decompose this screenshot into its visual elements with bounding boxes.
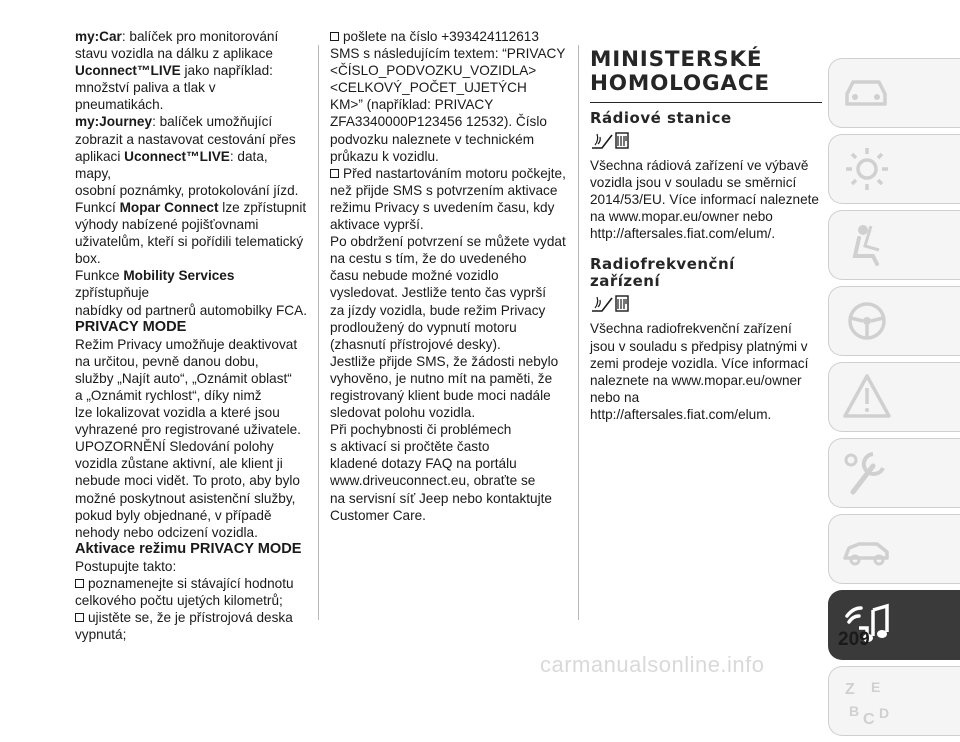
steering-wheel-icon [837, 292, 897, 350]
sun-icon [837, 140, 897, 198]
title-underline [590, 102, 822, 103]
tab-starting[interactable] [828, 286, 960, 356]
radio-equipment-icon [590, 129, 822, 153]
term-mycar: my:Car [75, 29, 122, 44]
car-icon [837, 64, 897, 122]
svg-text:Z: Z [845, 681, 855, 698]
tab-car[interactable] [828, 58, 960, 128]
svg-text:E: E [871, 679, 881, 695]
watermark: carmanualsonline.info [540, 652, 765, 677]
tab-safety[interactable] [828, 210, 960, 280]
heading-privacy-mode: PRIVACY MODE [75, 318, 187, 335]
text-column-3: MINISTERSKÉ HOMOLOGACE Rádiové stanice Všechna rádiová zařízení ve výbavě vozidla jsou v souladu se směrnicí 2014/53/EU. Více informací naleznete na www.mopar.eu/owner nebo http://aftersales.fiat.com/elum/. Radiofrekvenční zařízení Všechna radiofrekvenční zařízení jsou v souladu s předpisy platnými v zemi prodeje vozidla. Více informací naleznete na www.mopar.eu/owner nebo na http://aftersales.fiat.com/elum. [590, 28, 822, 423]
svg-text:D: D [879, 705, 890, 721]
text-column-1: my:Car: balíček pro monitorování stavu vozidla na dálku z aplikace Uconnect™LIVE jako například: množství paliva a tlak v pneumatikách. my:Journey: balíček umožňující zobrazit a nastavovat cestování přes aplikaci Uconnect™LIVE: data, mapy, osobní poznámky, protokolování jízd. Funkcí Mopar Connect lze zpřístupnit výhody nabízené pojišťovnami uživatelům, kteří si pořídili telematický box. Funkce Mobility Services zpřístupňuje nabídky od partnerů automobilky FCA. PRIVACY MODE Režim Privacy umožňuje deaktivovat na určitou, pevně danou dobu, služby „Najít auto“, „Oznámit oblast“ a „Oznámit rychlost“, díky nimž lze lokalizovat vozidla a které jsou vyhrazené pro registrované uživatele. UPOZORNĚNÍ Sledování polohy vozidla zůstane aktivní, ale klient ji nebude moci vidět. To proto, aby bylo možné poskytnout asistenční služby, pokud byly objednané, v případě nehody nebo odcizení vozidla. Aktivace režimu PRIVACY MODE Postupujte takto: poznamenejte si stávající hodnotu celkového počtu ujetých kilometrů; ujistěte se, že je přístrojová deska vypnutá; [75, 29, 307, 643]
term-mopar-connect: Mopar Connect [119, 199, 219, 215]
bullet-square-icon [75, 613, 84, 622]
radio-equipment-icon [590, 292, 822, 316]
tab-emergency[interactable] [828, 362, 960, 432]
tab-specs[interactable] [828, 514, 960, 584]
bullet-square-icon [330, 169, 339, 178]
section-title: MINISTERSKÉ HOMOLOGACE [590, 47, 770, 96]
tab-maintenance[interactable] [828, 438, 960, 508]
term-myjourney: my:Journey [75, 114, 153, 130]
tab-lights[interactable] [828, 134, 960, 204]
column-divider-1 [318, 45, 319, 620]
column-divider-2 [578, 45, 579, 620]
heading-privacy-activation: Aktivace režimu PRIVACY MODE [75, 540, 302, 557]
warning-triangle-icon [837, 368, 897, 426]
svg-text:C: C [863, 711, 875, 728]
tab-index[interactable] [828, 666, 960, 736]
svg-text:B: B [849, 703, 860, 719]
text-column-2: pošlete na číslo +393424112613 SMS s následujícím textem: “PRIVACY <ČÍSLO_PODVOZKU_VOZIDLA> <CELKOVÝ_POČET_UJETÝCH KM>” (například: PRIVACY ZFA3340000P123456 12532). Číslo podvozku naleznete v technickém průkazu k vozidlu. Před nastartováním motoru počkejte, než přijde SMS s potvrzením aktivace režimu Privacy s uvedením času, kdy aktivace vyprší. Po obdržení potvrzení se můžete vydat na cestu s tím, že do uvedeného času nebude možné vozidlo vysledovat. Jestliže tento čas vyprší za jízdy vozidla, bude režim Privacy prodloužený do vypnutí motoru (zhasnutí přístrojové desky). Jestliže přijde SMS, že žádosti nebylo vyhověno, je nutno mít na paměti, že registrovaný klient bude moci nadále sledovat polohu vozidla. Při pochybnosti či problémech s aktivací si pročtěte často kladené dotazy FAQ na portálu www.driveuconnect.eu, obraťte se na servisní síť Jeep nebo kontaktujte Customer Care. [330, 29, 566, 523]
bullet-square-icon [75, 579, 84, 588]
car-specs-icon [837, 520, 897, 578]
term-uconnect-live: Uconnect™LIVE [75, 63, 181, 79]
term-mobility-services: Mobility Services [123, 268, 235, 284]
wrench-icon [837, 444, 897, 502]
subsection-title-rf: Radiofrekvenční zařízení [590, 255, 735, 291]
bullet-square-icon [330, 32, 339, 41]
seat-airbag-icon [837, 216, 897, 274]
page-number: 209 [838, 629, 870, 650]
subsection-title-radio: Rádiové stanice [590, 109, 732, 127]
alphabet-index-icon [837, 672, 897, 730]
